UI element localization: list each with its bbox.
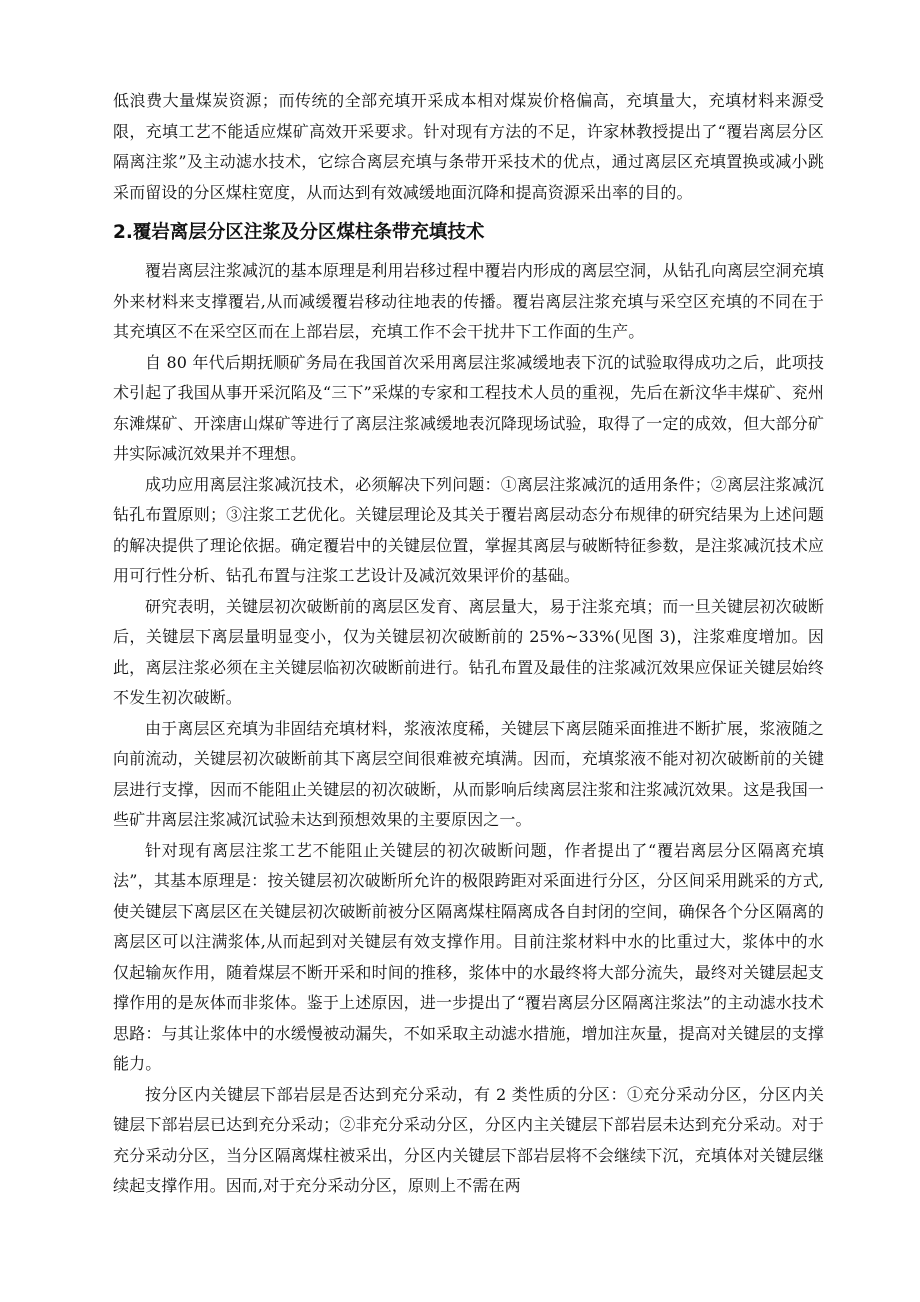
body-paragraph-7: 按分区内关键层下部岩层是否达到充分采动，有 2 类性质的分区：①充分采动分区，分区内关键层下部岩层已达到充分采动；②非充分采动分区，分区内主关键层下部岩层未达到充分采动。对于充分采动分区，当分区隔离煤柱被采出，分区内关键层下部岩层将不会继续下沉，充填体对关键层继续起支撑作用。因而,对于充分采动分区，原则上不需在两: [113, 1084, 824, 1195]
body-paragraph-3: 成功应用离层注浆减沉技术，必须解决下列问题：①离层注浆减沉的适用条件；②离层注浆减沉钻孔布置原则；③注浆工艺优化。关键层理论及其关于覆岩离层动态分布规律的研究结果为上述问题的解决提供了理论依据。确定覆岩中的关键层位置，掌握其离层与破断特征参数，是注浆减沉技术应用可行性分析、钻孔布置与注浆工艺设计及减沉效果评价的基础。: [113, 474, 824, 585]
body-paragraph-2: 自 80 年代后期抚顺矿务局在我国首次采用离层注浆减缓地表下沉的试验取得成功之后，此项技术引起了我国从事开采沉陷及“三下”采煤的专家和工程技术人员的重视，先后在新汶华丰煤矿、兖州东滩煤矿、开滦唐山煤矿等进行了离层注浆减缓地表沉降现场试验，取得了一定的成效，但大部分矿井实际减沉效果并不理想。: [113, 352, 824, 463]
body-paragraph-6: 针对现有离层注浆工艺不能阻止关键层的初次破断问题，作者提出了“覆岩离层分区隔离充填法”，其基本原理是：按关键层初次破断所允许的极限跨距对采面进行分区，分区间采用跳采的方式,使关键层下离层区在关键层初次破断前被分区隔离煤柱隔离成各自封闭的空间，确保各个分区隔离的离层区可以注满浆体,从而起到对关键层有效支撑作用。目前注浆材料中水的比重过大，浆体中的水仅起输灰作用，随着煤层不断开采和时间的推移，浆体中的水最终将大部分流失，最终对关键层起支撑作用的是灰体而非浆体。鉴于上述原因，进一步提出了“覆岩离层分区隔离注浆法”的主动滤水技术思路：与其让浆体中的水缓慢被动漏失，不如采取主动滤水措施，增加注灰量，提高对关键层的支撑能力。: [113, 840, 824, 1073]
body-paragraph-1: 覆岩离层注浆减沉的基本原理是利用岩移过程中覆岩内形成的离层空洞，从钻孔向离层空洞充填外来材料来支撑覆岩,从而减缓覆岩移动往地表的传播。覆岩离层注浆充填与采空区充填的不同在于其充填区不在采空区而在上部岩层，充填工作不会干扰井下工作面的生产。: [113, 261, 824, 341]
document-page: [113, 86, 824, 1202]
body-paragraph-5: 由于离层区充填为非固结充填材料，浆液浓度稀，关键层下离层随采面推进不断扩展，浆液随之向前流动，关键层初次破断前其下离层空间很难被充填满。因而，充填浆液不能对初次破断前的关键层进行支撑，因而不能阻止关键层的初次破断，从而影响后续离层注浆和注浆减沉效果。这是我国一些矿井离层注浆减沉试验未达到预想效果的主要原因之一。: [113, 718, 824, 829]
body-paragraph-4: 研究表明，关键层初次破断前的离层区发育、离层量大，易于注浆充填；而一旦关键层初次破断后，关键层下离层量明显变小，仅为关键层初次破断前的 25%~33%(见图 3)，注浆难度增加。因此，离层注浆必须在主关键层临初次破断前进行。钻孔布置及最佳的注浆减沉效果应保证关键层始终不发生初次破断。: [113, 596, 824, 707]
intro-paragraph: 低浪费大量煤炭资源；而传统的全部充填开采成本相对煤炭价格偏高，充填量大，充填材料来源受限，充填工艺不能适应煤矿高效开采要求。针对现有方法的不足，许家林教授提出了“覆岩离层分区隔离注浆”及主动滤水技术，它综合离层充填与条带开采技术的优点，通过离层区充填置换或减小跳采而留设的分区煤柱宽度，从而达到有效减缓地面沉降和提高资源采出率的目的。: [113, 91, 824, 202]
section-heading: 2.覆岩离层分区注浆及分区煤柱条带充填技术: [113, 222, 485, 243]
